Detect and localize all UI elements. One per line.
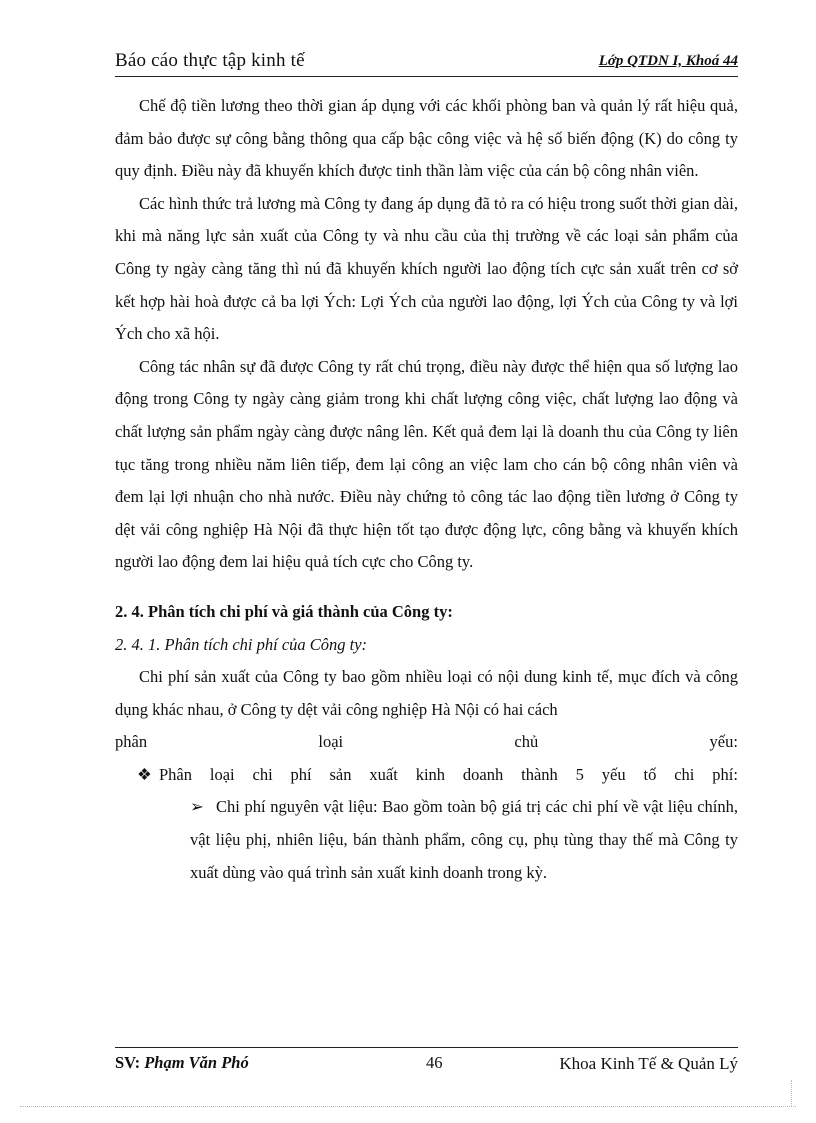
word: yếu bbox=[601, 764, 626, 784]
section-heading: 2. 4. Phân tích chi phí và giá thành của Công ty: bbox=[115, 601, 453, 621]
word: phí bbox=[290, 764, 312, 784]
word: sản bbox=[329, 764, 352, 784]
paragraph-3: Công tác nhân sự đã được Công ty rất chú trọng, điều này được thể hiện qua số lượng lao động trong Công ty ngày càng giảm trong khi chất lượng công việc, chất lượng lao động và chất lượng sản phẩm ngày càng được nâng lên. Kết quả đem lại là doanh thu của Công ty liên tục tăng trong nhiều năm liên tiếp, đem lại công an việc lam cho cán bộ công nhân viên và đem lại lợi nhuận cho nhà nước. Điều này chứng tỏ công tác lao động tiền lương ở Công ty dệt vải công nghiệp Hà Nội đã thực hiện tốt tạo được động lực, công bằng và khuyến khích người lao động đem lai hiệu quả tích cực cho Công ty. bbox=[115, 356, 738, 572]
header-title: Báo cáo thực tập kinh tế bbox=[115, 50, 305, 71]
header-class: Lớp QTDN I, Khoá 44 bbox=[598, 53, 738, 69]
word: phí: bbox=[712, 764, 738, 784]
bullet-text bbox=[159, 759, 738, 792]
page-border-dotted bbox=[20, 1106, 796, 1107]
word: xuất bbox=[369, 764, 398, 784]
word: doanh bbox=[462, 764, 504, 784]
word: chi bbox=[674, 764, 695, 784]
word: 5 bbox=[575, 764, 584, 784]
word: thành bbox=[521, 764, 558, 784]
page-corner-dotted bbox=[791, 1080, 792, 1106]
arrow-item bbox=[115, 791, 738, 889]
page-number: 46 bbox=[426, 1053, 443, 1072]
word: yếu: bbox=[709, 732, 738, 752]
subsection-heading: 2. 4. 1. Phân tích chi phí của Công ty: bbox=[115, 634, 368, 654]
arrow-item-text: Chi phí nguyên vật liệu: Bao gồm toàn bộ giá trị các chi phí về vật liệu chính, vật liệu phị, nhiên liệu, bán thành phẩm, công cụ, phụ tùng thay thế mà Công ty xuất dùng vào quá trình sản xuất kinh doanh trong kỳ. bbox=[190, 797, 738, 882]
word: Phân bbox=[159, 764, 192, 784]
footer-sv-label: SV: bbox=[115, 1053, 141, 1072]
paragraph-4-last-line bbox=[115, 726, 738, 759]
word: kinh bbox=[415, 764, 446, 784]
footer-faculty: Khoa Kinh Tế & Quản Lý bbox=[559, 1054, 738, 1073]
paragraph-1: Chế độ tiền lương theo thời gian áp dụng với các khối phòng ban và quản lý rất hiệu quả, đảm bảo được sự công bằng thông qua cấp bậc công việc và hệ số biến động (K) do công ty quy định. Điều này đã khuyến khích được tinh thần làm việc của cán bộ công nhân viên. bbox=[115, 96, 738, 181]
paragraph-4: Chi phí sản xuất của Công ty bao gồm nhiều loại có nội dung kinh tế, mục đích và công dụng khác nhau, ở Công ty dệt vải công nghiệp Hà Nội có hai cách bbox=[115, 667, 738, 719]
word: chủ bbox=[514, 732, 539, 752]
word: chi bbox=[252, 764, 273, 784]
footer-student-name: Phạm Văn Phó bbox=[144, 1053, 249, 1072]
diamond-bullet-icon: ❖ bbox=[137, 764, 152, 784]
bullet-item bbox=[115, 759, 738, 792]
word: tố bbox=[643, 764, 657, 784]
word: phân bbox=[115, 732, 148, 752]
page-footer bbox=[115, 1047, 738, 1078]
arrow-bullet-icon: ➢ bbox=[190, 797, 204, 817]
word: loại bbox=[209, 764, 235, 784]
document-body bbox=[115, 90, 738, 889]
footer-student bbox=[115, 1053, 249, 1073]
paragraph-2: Các hình thức trả lương mà Công ty đang áp dụng đã tỏ ra có hiệu trong suốt thời gian dài, khi mà năng lực sản xuất của Công ty và nhu cầu của thị trường về các loại sản phẩm của Công ty ngày càng tăng thì nú đã khuyến khích người lao động tích cực sản xuất trên cơ sở kết hợp hài hoà được cả ba lợi Ých: Lợi Ých của người lao động, lợi Ých của Công ty và lợi Ých cho xã hội. bbox=[115, 193, 738, 344]
word: loại bbox=[318, 732, 344, 752]
page-header bbox=[115, 48, 738, 77]
